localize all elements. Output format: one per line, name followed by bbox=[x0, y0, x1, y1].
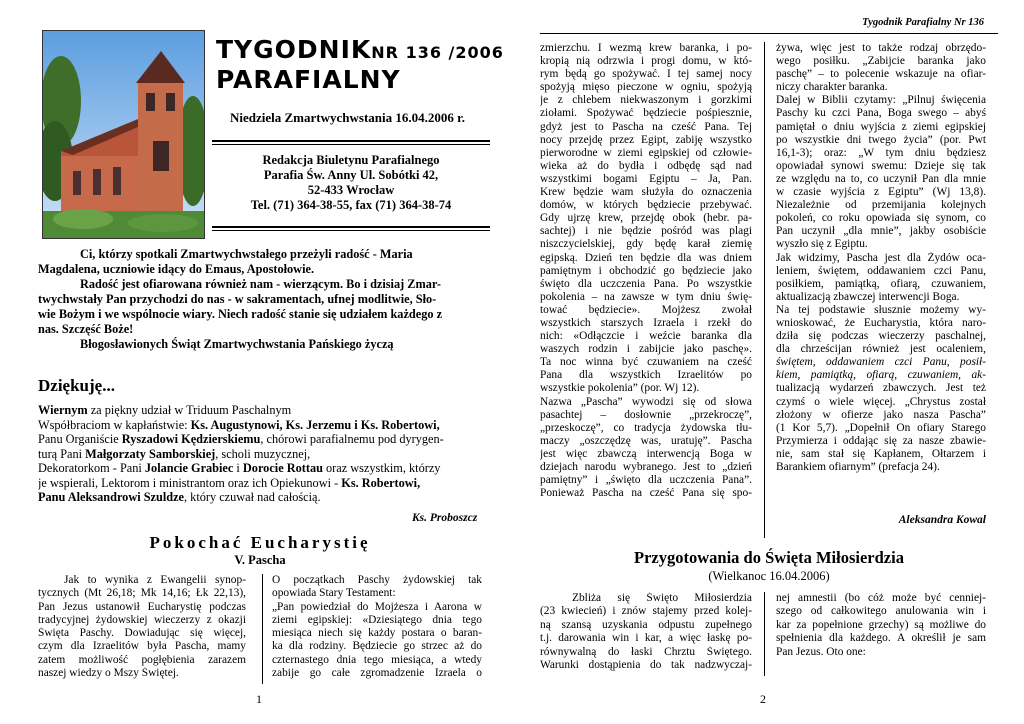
section-col2: nej amnestii (bo cóż może być cenniej- szego od całkowitego anulowania win i kar za popełnione grzechy) są możliwe do spełnienia dla każdego. A określił je sam Pan Jezus. Oto one: bbox=[776, 592, 986, 658]
article-subheading: V. Pascha bbox=[234, 553, 286, 567]
thanks-text: Wiernym za piękny udział w Triduum Paschalnym Współbraciom w kapłaństwie: Ks. Augustynowi, Ks. Jerzemu i Ks. Robertowi, Panu Organiście Ryszadowi Kędzierskiemu, chórowi parafialnemu pod dyrygen- turą Pani Małgorzaty Samborskiej, scholi muzycznej, Dekoratorkom - Pani Jolancie Grabiec i Dorocie Rottau oraz wszystkim, którzy je wspierali, Lektorom i ministrantom oraz ich Opiekunowi - Ks. Robertowi, Panu Aleksandrowi Szuldze, który czuwał nad całością. bbox=[38, 403, 444, 504]
article-heading: Pokochać Eucharystię bbox=[149, 533, 371, 552]
masthead-title-line2: PARAFIALNY bbox=[216, 65, 401, 94]
article-signature: Aleksandra Kowal bbox=[898, 514, 986, 526]
page-number-2: 2 bbox=[760, 692, 766, 706]
greeting-text: Ci, którzy spotkali Zmartwychwstałego przeżyli radość - Maria Magdalena, uczniowie idący do Emaus, Apostołowie. Radość jest ofiarowana również nam - wierzącym. Bo i dzisiaj Zmar- twychwstały Pan przychodzi do nas - w sakramentach, ufnej modlitwie, Sło- wie Bożym i we wspólnocie wiary. Niech radość stanie się udziałem każdego z nas. Szczęść Boże! Błogosławionych Świąt Zmartwychwstania Pańskiego życzą bbox=[38, 247, 443, 351]
page-2 bbox=[512, 0, 1024, 724]
church-photo bbox=[42, 30, 205, 239]
thanks-heading: Dziękuję... bbox=[38, 376, 115, 395]
issue-date: Niedziela Zmartwychwstania 16.04.2006 r. bbox=[230, 110, 465, 125]
section-col1: Zbliża się Święto Miłosierdzia (23 kwiecień) i znów stajemy przed kolej- ną szansą uzyskania odpustu zupełnego t.j. darowania win i kar, a więc łaskę po- równywalną do łaski Chrztu Świętego. Warunki dostąpienia do tak nadzwyczaj- bbox=[540, 592, 752, 671]
article-column-divider bbox=[262, 574, 263, 684]
masthead-rule-bottom bbox=[212, 226, 490, 231]
editorial-address: Redakcja Biuletynu Parafialnego Parafia Św. Anny Ul. Sobótki 42, 52-433 Wrocław Tel. (71) 364-38-55, fax (71) 364-38-74 bbox=[250, 153, 452, 212]
masthead-title-line1: TYGODNIKNR 136 /2006 bbox=[216, 35, 504, 64]
church-illustration bbox=[43, 31, 204, 238]
thanks-signature: Ks. Proboszcz bbox=[412, 512, 478, 524]
section-subheading: (Wielkanoc 16.04.2006) bbox=[708, 569, 830, 583]
issue-number: NR 136 /2006 bbox=[371, 43, 504, 62]
section-heading: Przygotowania do Święta Miłosierdzia bbox=[634, 548, 904, 567]
article-col1: Jak to wynika z Ewangelii synop- tycznych (Mt 26,18; Mk 14,16; Łk 22,13), Pan Jezus ustanowił Eucharystię podczas tradycyjnej żydowskiej wieczerzy z okazji Święta Paschy. Dowiadując się więcej, czym dla Izraelitów była Pascha, mamy zatem możliwość pogłębienia zarazem naszej wiedzy o Mszy Świętej. bbox=[38, 574, 246, 680]
column-divider-top bbox=[764, 42, 765, 538]
header-rule bbox=[540, 33, 998, 34]
article-col2: O początkach Paschy żydowskiej tak opowiada Stary Testament: „Pan powiedział do Mojżesza i Aarona w ziemi egipskiej: «Dziesiątego dnia tego miesiąca niech się każdy postara o baran- ka dla rodziny. Będziecie go strzec aż do czternastego dnia tego miesiąca, a wtedy zabije go całe zgromadzenie Izraela o bbox=[272, 574, 482, 680]
article-continued-col-b: żywa, więc jest to także rodzaj obrzędo- wego posiłku. „Zabijcie baranka jako paschę” – to polecenie wskazuje na ofiar- niczy charakter baranka. Dalej w Biblii czytamy: „Pilnuj święcenia Paschy ku czci Pana, Boga swego – abyś pamiętał o dniu wyjścia z ziemi egipskiej po wszystkie dni twego życia” (por. Pwt 16,1-3); oraz: „W tym dniu będziesz opowiadał synowi swemu: Dzieje się tak ze względu na to, co uczynił Pan dla mnie w czasie wyjścia z Egiptu” (Wj 13,8). Niezależnie od przemijania kolejnych pokoleń, co roku opowiada się synom, co Pan uczynił „dla mnie”, jakby osobiście wyszło się z Egiptu. Jak widzimy, Pascha jest dla Żydów oca- leniem, świętem, oddawaniem czci Panu, posiłkiem, pamiątką, ofiarą, czuwaniem, aktualizacją zbawczej interwencji Boga. Na tej podstawie słusznie możemy wy- wnioskować, że Eucharystia, która naro- dziła się podczas wieczerzy paschalnej, dla chrześcijan również jest ocaleniem, świętem, oddawaniem czci Panu, posił- kiem, pamiątką, ofiarą, czuwaniem, ak- tualizacją wydarzeń zbawczych. Jest też czymś o wiele więcej. „Chrystus został złożony w ofierze jako nasza Pascha” (1 Kor 5,7). „Dopełnił On ofiary Starego Przymierza i oddając się za nasze zbawie- nie, sam stał się Kapłanem, Ołtarzem i Barankiem ofiarnym” (prefacja 24). bbox=[776, 42, 986, 473]
article-continued-col-a: zmierzchu. I wezmą krew baranka, i po- kropią nią odrzwia i progi domu, w któ- rym będą go spożywać. I tej samej nocy spożyją mięso pieczone w ogniu, spożyją je z chlebem niekwaszonym i gorzkimi ziołami. Spożywać będziecie pośpiesznie, gdyż jest to Pascha na cześć Pana. Tej nocy przejdę przez Egipt, zabiję wszystko pierworodne w ziemi egipskiej od człowie- wieka aż do bydła i odbędę sąd nad wszystkimi bogami Egiptu – Ja, Pan. Krew będzie wam służyła do oznaczenia domów, w których będziecie przebywać. Gdy ujrzę krew, przejdę obok (hebr. pa- sachtej) i nie będzie pośród was plagi niszczycielskiej, gdy będę karał ziemię egipską. Dzień ten będzie dla was dniem pamiętnym i obchodzić go będziecie jako święto dla uczczenia Pana. Po wszystkie pokolenia – na zawsze w tym dniu świę- tować będziecie». Mojżesz zwołał wszystkich starszych Izraela i rzekł do nich: «Odłączcie i weźcie baranka dla waszych rodzin i zabijcie jako paschę». Ta noc winna być czuwaniem na cześć Pana dla wszystkich Izraelitów po wszystkie pokolenia” (por. Wj 12). Nazwa „Pascha” wywodzi się od słowa pasachtej – dosłownie „przekroczę”, „przeskoczę”, co tradycja żydowska tłu- maczy „oszczędzę was, uratuję”. Pascha jest więc zbawczą interwencją Boga w dziejach narodu wybranego. Jest to „dzień pamiętny” i „święto dla uczczenia Pana”. Ponieważ Pascha na cześć Pana się spo- bbox=[540, 42, 752, 500]
masthead-rule-top bbox=[212, 140, 490, 145]
page-number-1: 1 bbox=[256, 692, 262, 706]
running-header: Tygodnik Parafialny Nr 136 bbox=[862, 17, 984, 28]
section-column-divider bbox=[764, 592, 765, 676]
